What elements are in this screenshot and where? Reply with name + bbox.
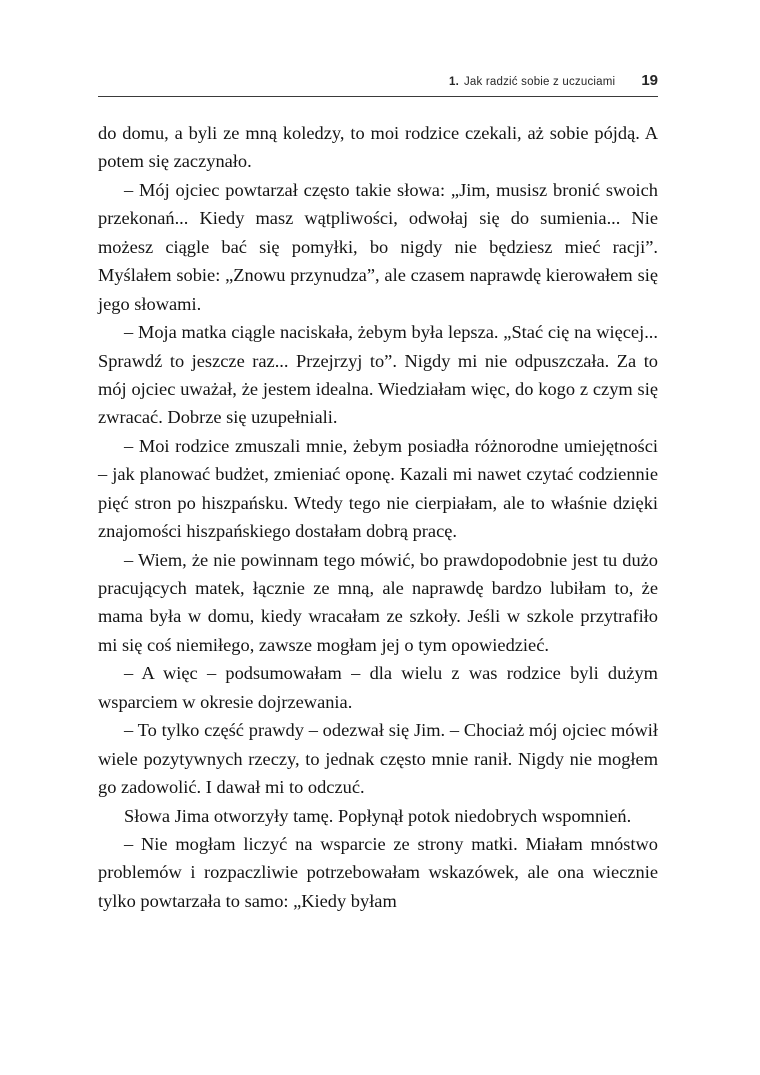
- paragraph: Słowa Jima otworzyły tamę. Popłynął potok niedobrych wspomnień.: [124, 805, 632, 826]
- page-number: 19: [641, 72, 658, 89]
- paragraph: – To tylko część prawdy – odezwał się Jim. – Chociaż mój ojciec mówił wiele pozytywnych rzeczy, to jednak często mnie ranił. Nigdy nie mogłem go zadowolić. I dawał mi to odczuć.: [98, 720, 658, 798]
- paragraph: do domu, a byli ze mną koledzy, to moi rodzice czekali, aż sobie pójdą. A potem się zaczynało.: [98, 123, 658, 172]
- paragraph: – Mój ojciec powtarzał często takie słowa: „Jim, musisz bronić swoich przekonań... Kiedy masz wątpliwości, odwołaj się do sumienia... Nie możesz ciągle bać się pomyłki, bo nigdy nie będziesz mieć racji”. Myślałem sobie: „Znowu przynudza”, ale czasem naprawdę kierowałem się jego słowami.: [98, 179, 658, 314]
- paragraph: – Moja matka ciągle naciskała, żebym była lepsza. „Stać cię na więcej... Sprawdź to jeszcze raz... Przejrzyj to”. Nigdy mi nie odpuszczała. Za to mój ojciec uważał, że jestem idealna. Wiedziałam więc, do kogo z czym się zwracać. Dobrze się uzupełniali.: [98, 322, 658, 428]
- paragraph: – Moi rodzice zmuszali mnie, żebym posiadła różnorodne umiejętności – jak planować budżet, zmieniać oponę. Kazali mi nawet czytać codziennie pięć stron po hiszpańsku. Wtedy tego nie cierpiałam, ale to właśnie dzięki znajomości hiszpańskiego dostałam dobrą pracę.: [98, 435, 658, 542]
- header-divider: [98, 96, 658, 97]
- paragraph: – Nie mogłam liczyć na wsparcie ze strony matki. Miałam mnóstwo problemów i rozpaczliwie potrzebowałam wskazówek, ale ona wiecznie tylko powtarzała to samo: „Kiedy byłam: [98, 833, 658, 911]
- chapter-title: Jak radzić sobie z uczuciami: [463, 76, 616, 88]
- paragraph: – A więc – podsumowałam – dla wielu z was rodzice byli dużym wsparciem w okresie dojrzewania.: [98, 663, 658, 712]
- body-text: [98, 119, 658, 915]
- paragraph: – Wiem, że nie powinnam tego mówić, bo prawdopodobnie jest tu dużo pracujących matek, łącznie ze mną, ale naprawdę bardzo lubiłam to, że mama była w domu, kiedy wracałam ze szkoły. Jeśli w szkole przytrafiło mi się coś niemiłego, zawsze mogłam jej o tym opowiedzieć.: [98, 549, 658, 655]
- running-head: [98, 72, 658, 96]
- chapter-number: 1.: [448, 76, 459, 88]
- page-content: [98, 72, 658, 915]
